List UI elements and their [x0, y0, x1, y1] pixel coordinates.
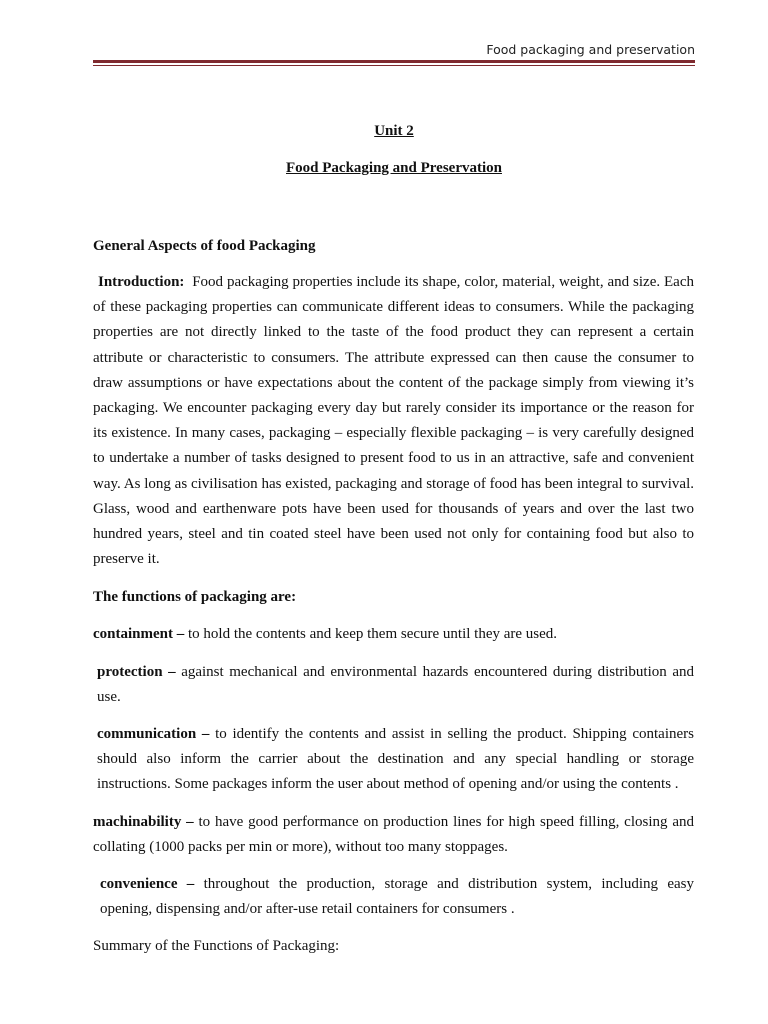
function-text: to hold the contents and keep them secure until they are used. — [184, 626, 558, 642]
header-rule-thick — [93, 60, 695, 63]
function-item-convenience — [93, 872, 694, 922]
intro-text: Food packaging properties include its shape, color, material, weight, and size. Each of these packaging properties can communicate different ideas to consumers. While the packaging properties are not directly linked to the taste of the food product they can represent a certain attribute or characteristic to consumers. The attribute expressed can then cause the consumer to draw assumptions or have expectations about the content of the package simply from viewing it’s packaging. We encounter packaging every day but rarely consider its importance or the reason for its existence. In many cases, packaging – especially flexible packaging – is very carefully designed to undertake a number of tasks designed to present food to us in an attractive, safe and convenient way. As long as civilisation has existed, packaging and storage of food has been integral to survival. Glass, wood and earthenware pots have been used for thousands of years and over the last two hundred years, steel and tin coated steel have been used not only for containing food but also to preserve it. — [93, 274, 694, 568]
running-header: Food packaging and preservation — [486, 42, 695, 57]
document-title: Food Packaging and Preservation — [286, 160, 502, 176]
function-term: protection – — [97, 664, 176, 680]
functions-heading: The functions of packaging are: — [93, 589, 297, 605]
header-rule-thin — [93, 65, 695, 66]
function-item-containment — [93, 622, 694, 647]
section-heading: General Aspects of food Packaging — [93, 238, 316, 254]
function-text: to identify the contents and assist in selling the product. Shipping containers should also inform the carrier about the destination and any special handling or storage instructions. Some packages inform the user about method of opening and/or using the contents . — [97, 726, 694, 793]
function-term: containment – — [93, 626, 185, 642]
unit-title: Unit 2 — [374, 123, 414, 139]
function-text: to have good performance on production lines for high speed filling, closing and collating (1000 packs per min or more), without too many stoppages. — [93, 814, 694, 856]
function-term: communication – — [97, 726, 210, 742]
function-text: throughout the production, storage and distribution system, including easy opening, dispensing and/or after-use retail containers for consumers . — [100, 876, 694, 918]
function-term: convenience – — [100, 876, 195, 892]
function-item-protection — [93, 660, 694, 710]
function-item-machinability — [93, 810, 694, 860]
function-item-communication — [93, 722, 694, 798]
function-text: against mechanical and environmental hazards encountered during distribution and use. — [97, 664, 694, 706]
summary-heading: Summary of the Functions of Packaging: — [93, 938, 340, 954]
intro-label: Introduction: — [98, 274, 185, 290]
intro-paragraph — [93, 270, 694, 572]
function-term: machinability – — [93, 814, 194, 830]
